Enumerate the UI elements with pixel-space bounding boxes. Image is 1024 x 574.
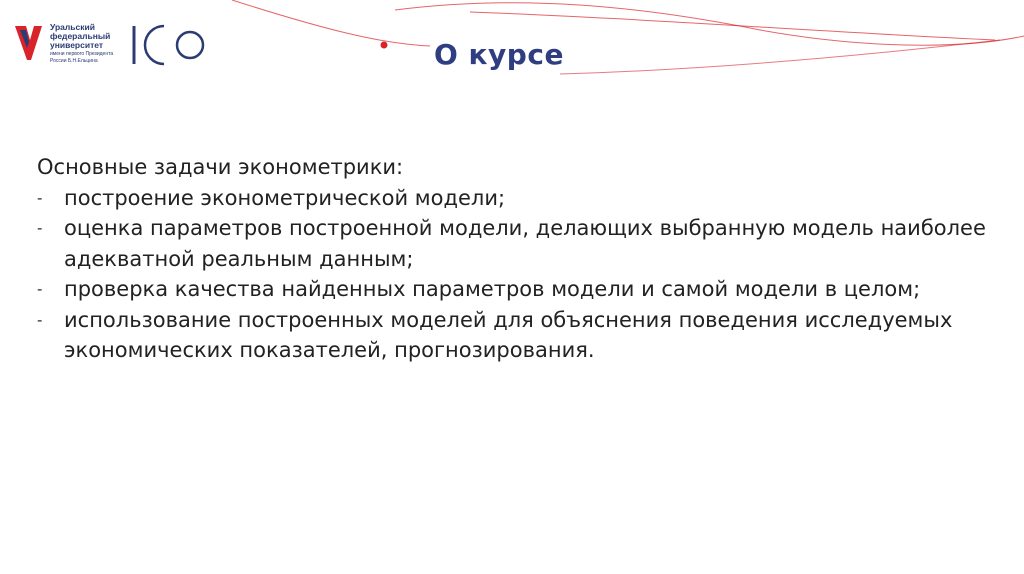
task-text: проверка качества найденных параметров модели и самой модели в целом; <box>64 277 921 301</box>
ufu-subtitle-2: России Б.Н.Ельцина <box>50 58 98 64</box>
ufu-logo-icon <box>14 20 44 66</box>
task-item <box>37 183 997 214</box>
task-text: использование построенных моделей для объяснения поведения исследуемых экономических показателей, прогнозирования. <box>64 307 953 362</box>
bullet-dash: - <box>37 280 43 298</box>
ufu-subtitle-1: имени первого Президента <box>50 51 114 57</box>
task-item <box>37 274 997 305</box>
ufu-line-1: Уральский <box>50 22 95 32</box>
slide-title: О курсе <box>434 38 564 71</box>
tasks-intro: Основные задачи эконометрики: <box>37 155 404 179</box>
anniversary-100-logo-icon <box>132 20 212 70</box>
task-text: построение эконометрической модели; <box>64 185 506 210</box>
task-item <box>37 305 997 366</box>
task-text: оценка параметров построенной модели, делающих выбранную модель наиболее адекватной реальным данным; <box>64 216 986 271</box>
bullet-dash: - <box>37 310 43 329</box>
ufu-line-2: федеральный <box>50 31 111 41</box>
logo-area <box>14 20 214 70</box>
ufu-wordmark <box>50 23 130 64</box>
bullet-dash: - <box>37 188 43 207</box>
task-item <box>37 213 997 274</box>
red-dot <box>381 42 388 49</box>
tasks-list <box>37 183 997 366</box>
bullet-dash: - <box>37 219 43 237</box>
ufu-line-3: университет <box>50 40 104 50</box>
slide-content <box>37 152 997 366</box>
